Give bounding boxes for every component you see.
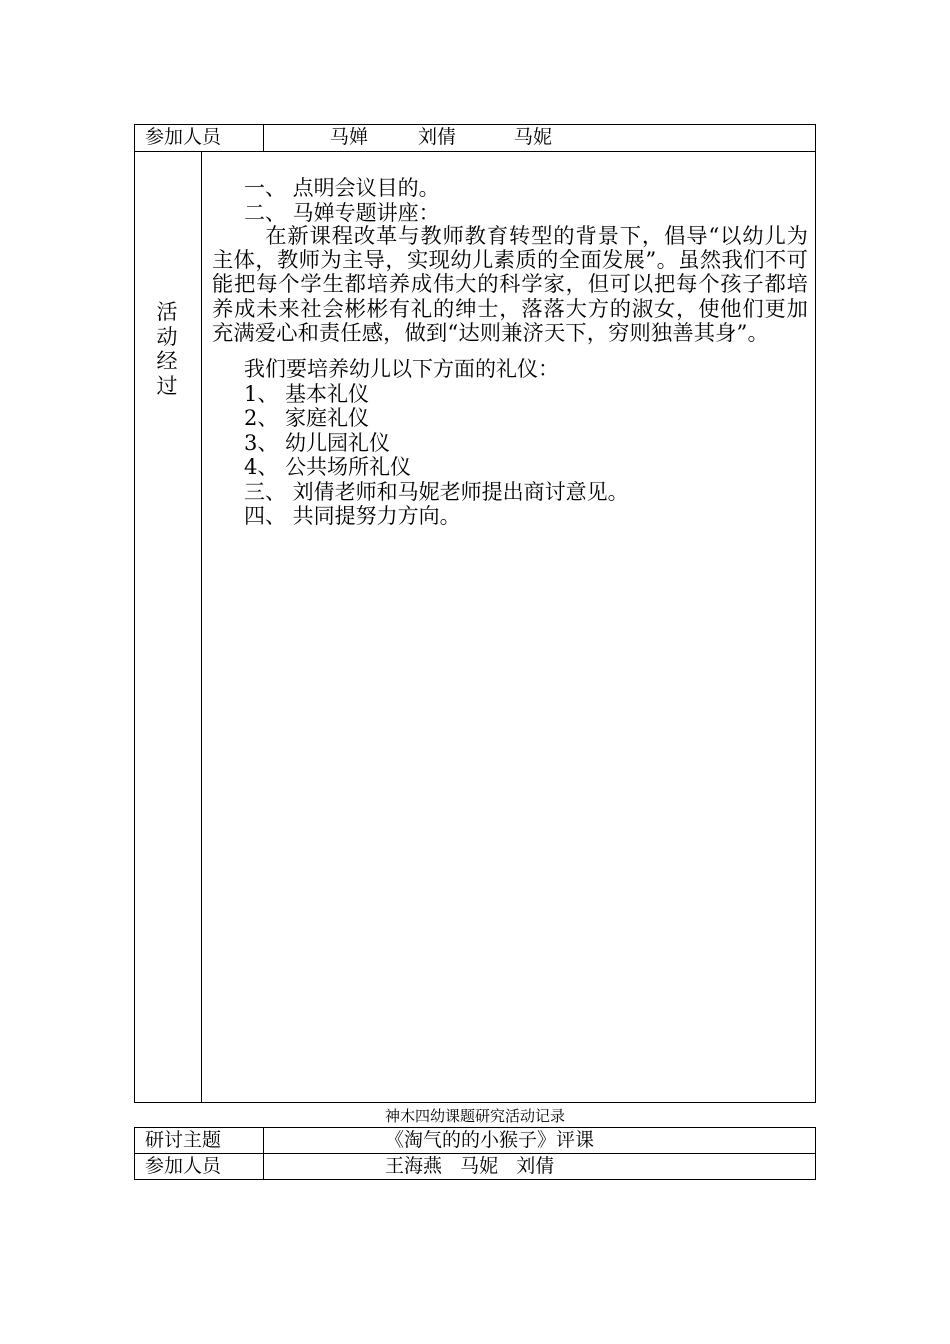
etiquette-item: 4、 公共场所礼仪 (244, 455, 412, 480)
participants-label: 参加人员 (145, 1155, 222, 1177)
process-column-divider (201, 151, 202, 1102)
participant-name: 马妮 (514, 126, 553, 148)
agenda-item: 二、 马婵专题讲座： (244, 200, 440, 225)
label-column-divider (263, 1128, 264, 1179)
agenda-item: 三、 刘倩老师和马妮老师提出商讨意见。 (244, 479, 629, 504)
participants-label: 参加人员 (145, 126, 222, 148)
participants-value: 王海燕 马妮 刘倩 (385, 1155, 555, 1177)
process-label-char: 过 (156, 373, 178, 398)
participants-column-divider (263, 125, 264, 151)
lecture-paragraph: 在新课程改革与教师教育转型的背景下，倡导“以幼儿为主体，教师为主导，实现幼儿素质的全面发展”。虽然我们不可能把每个学生都培养成伟大的科学家，但可以把每个孩子都培养成未来社会彬彬有礼的绅士，落落大方的淑女，使他们更加充满爱心和责任感，做到“达则兼济天下，穷则独善其身”。 (212, 224, 808, 346)
agenda-item: 四、 共同提努力方向。 (244, 504, 461, 529)
etiquette-item: 3、 幼儿园礼仪 (244, 430, 391, 455)
record-caption: 神木四幼课题研究活动记录 (384, 1107, 565, 1125)
row-divider (135, 1153, 815, 1154)
process-label (150, 300, 184, 398)
agenda-item: 一、 点明会议目的。 (244, 176, 440, 200)
participant-name: 刘倩 (418, 126, 457, 148)
etiquette-item: 1、 基本礼仪 (244, 381, 370, 406)
row-divider (135, 151, 815, 152)
topic-value: 《淘气的的小猴子》评课 (385, 1129, 595, 1151)
activity-content (212, 176, 808, 529)
participant-name: 马婵 (330, 126, 369, 148)
topic-label: 研讨主题 (145, 1129, 222, 1151)
process-label-char: 经 (156, 349, 178, 373)
process-label-char: 动 (156, 324, 178, 349)
etiquette-item: 2、 家庭礼仪 (244, 406, 370, 431)
etiquette-intro: 我们要培养幼儿以下方面的礼仪： (244, 357, 559, 382)
process-label-char: 活 (156, 300, 178, 324)
